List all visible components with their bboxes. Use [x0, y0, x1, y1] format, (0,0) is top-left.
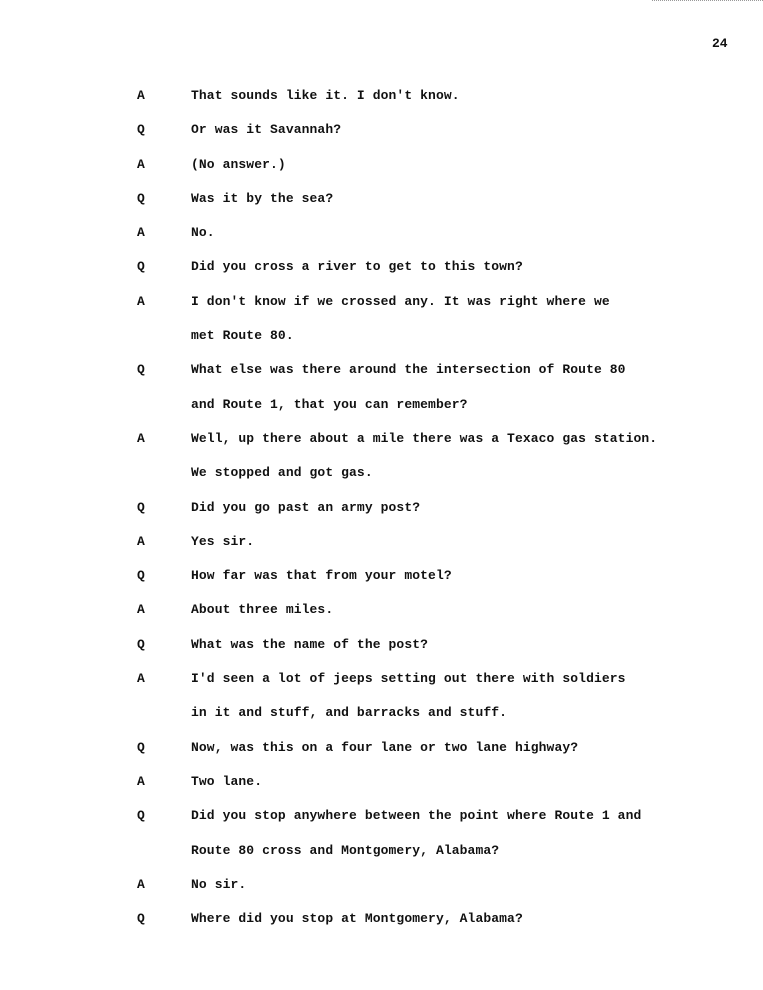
page-edge-rule	[652, 0, 763, 1]
line-text: Now, was this on a four lane or two lane highway?	[191, 739, 579, 755]
speaker-label: Q	[137, 739, 145, 755]
transcript-line	[0, 464, 763, 498]
speaker-label: Q	[137, 190, 145, 206]
transcript-line	[0, 670, 763, 704]
line-text: We stopped and got gas.	[191, 465, 373, 481]
line-text: Yes sir.	[191, 533, 255, 549]
speaker-label: A	[137, 156, 145, 172]
speaker-label: Q	[137, 911, 145, 927]
transcript-line	[0, 258, 763, 292]
line-text: Two lane.	[191, 773, 263, 789]
speaker-label: Q	[137, 636, 145, 652]
transcript-line	[0, 190, 763, 224]
line-text: Was it by the sea?	[191, 190, 334, 206]
speaker-label: A	[137, 293, 145, 309]
line-text: No sir.	[191, 876, 247, 892]
speaker-label: Q	[137, 362, 145, 378]
line-text: How far was that from your motel?	[191, 568, 452, 584]
speaker-label: Q	[137, 259, 145, 275]
speaker-label: A	[137, 671, 145, 687]
line-text: Or was it Savannah?	[191, 122, 342, 138]
line-text: Where did you stop at Montgomery, Alabama?	[191, 911, 523, 927]
transcript-body	[0, 87, 763, 944]
line-text: (No answer.)	[191, 156, 286, 172]
transcript-line	[0, 876, 763, 910]
transcript-line	[0, 224, 763, 258]
transcript-line	[0, 601, 763, 635]
speaker-label: A	[137, 225, 145, 241]
speaker-label: Q	[137, 122, 145, 138]
transcript-line	[0, 156, 763, 190]
line-text: Did you cross a river to get to this town?	[191, 259, 523, 275]
speaker-label: A	[137, 430, 145, 446]
transcript-line	[0, 533, 763, 567]
transcript-line	[0, 499, 763, 533]
line-text: I don't know if we crossed any. It was right where we	[191, 293, 610, 309]
transcript-line	[0, 739, 763, 773]
transcript-line	[0, 773, 763, 807]
transcript-line	[0, 910, 763, 944]
line-text: Well, up there about a mile there was a Texaco gas station.	[191, 430, 658, 446]
transcript-line	[0, 87, 763, 121]
speaker-label: Q	[137, 499, 145, 515]
transcript-line	[0, 807, 763, 841]
line-text: That sounds like it. I don't know.	[191, 88, 460, 103]
speaker-label: A	[137, 773, 145, 789]
transcript-line	[0, 636, 763, 670]
line-text: What else was there around the intersection of Route 80	[191, 362, 626, 378]
transcript-line	[0, 430, 763, 464]
transcript-line	[0, 327, 763, 361]
speaker-label: Q	[137, 808, 145, 824]
page-number: 24	[712, 36, 728, 51]
line-text: What was the name of the post?	[191, 636, 429, 652]
transcript-line	[0, 293, 763, 327]
line-text: No.	[191, 225, 215, 241]
transcript-line	[0, 396, 763, 430]
speaker-label: A	[137, 533, 145, 549]
transcript-line	[0, 704, 763, 738]
speaker-label: A	[137, 602, 145, 618]
line-text: met Route 80.	[191, 328, 294, 344]
line-text: in it and stuff, and barracks and stuff.	[191, 705, 508, 721]
line-text: Did you go past an army post?	[191, 499, 421, 515]
speaker-label: A	[137, 876, 145, 892]
transcript-line	[0, 361, 763, 395]
transcript-line	[0, 567, 763, 601]
transcript-line	[0, 842, 763, 876]
speaker-label: Q	[137, 568, 145, 584]
line-text: and Route 1, that you can remember?	[191, 396, 468, 412]
line-text: Route 80 cross and Montgomery, Alabama?	[191, 842, 500, 858]
line-text: About three miles.	[191, 602, 334, 618]
line-text: I'd seen a lot of jeeps setting out there with soldiers	[191, 671, 626, 687]
speaker-label: A	[137, 88, 145, 103]
line-text: Did you stop anywhere between the point where Route 1 and	[191, 808, 642, 824]
transcript-line	[0, 121, 763, 155]
